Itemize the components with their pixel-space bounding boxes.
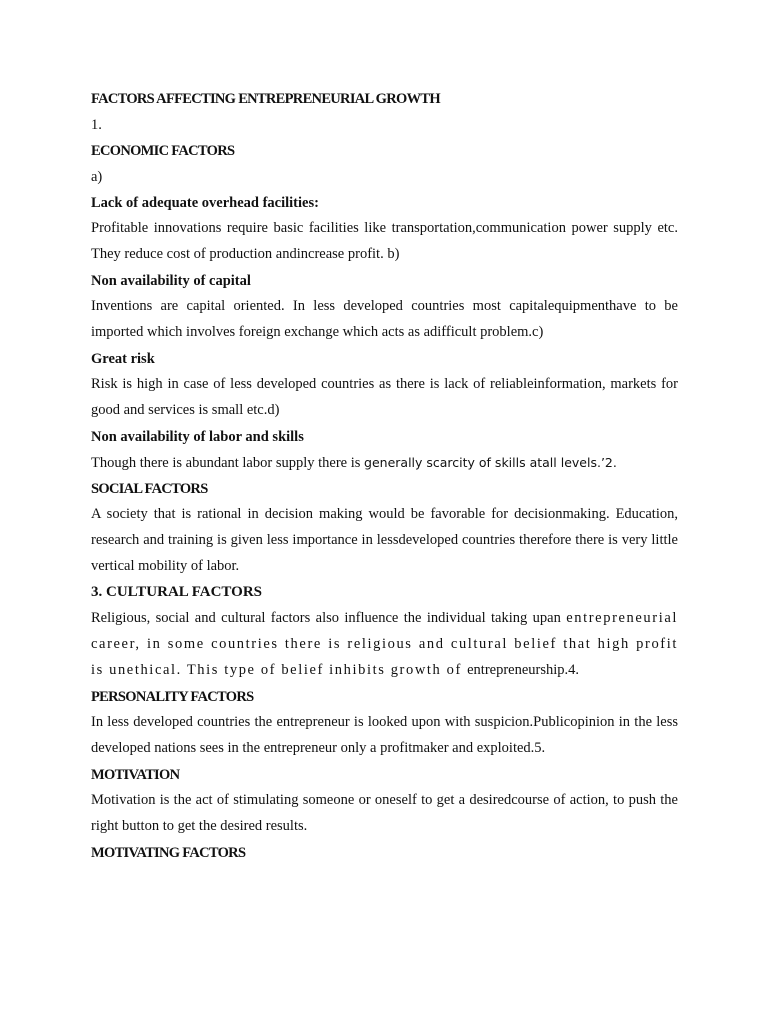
heading-economic-factors: ECONOMIC FACTORS (91, 143, 235, 159)
heading-motivating-factors: MOTIVATING FACTORS (91, 845, 246, 861)
subheading-capital: Non availability of capital (91, 273, 251, 289)
labor-text-serif: Though there is abundant labor supply there is (91, 455, 365, 471)
paragraph-overhead-facilities: Profitable innovations require basic facilities like transportation,communication power supply etc. They reduce cost of production andincrease profit. b) (91, 220, 678, 262)
document-title: FACTORS AFFECTING ENTREPRENEURIAL GROWTH (91, 91, 440, 107)
paragraph-social-factors: A society that is rational in decision making would be favorable for decisionmaking. Education, research and training is given less importance in lessdeveloped countries therefore there is very little vertical mobility of labor. (91, 506, 678, 574)
cultural-text-part-c: entrepreneurship.4. (467, 662, 580, 678)
section-number-1: 1. (91, 117, 102, 133)
labor-text-sans: generally scarcity of skills atall levels.’2. (364, 455, 617, 470)
cultural-text-part-b: entrepreneurial career, in some countries there is religious and cultural belief that high profit is unethical. This type of belief inhibits growth of (91, 610, 678, 678)
item-label-a: a) (91, 169, 103, 185)
paragraph-capital: Inventions are capital oriented. In less developed countries most capitalequipmenthave to be imported which involves foreign exchange which acts as adifficult problem.c) (91, 298, 678, 340)
paragraph-cultural-factors (91, 605, 678, 683)
heading-cultural-factors: 3. CULTURAL FACTORS (91, 584, 263, 600)
paragraph-personality-factors: In less developed countries the entrepreneur is looked upon with suspicion.Publicopinion in the less developed nations sees in the entrepreneur only a profitmaker and exploited.5. (91, 714, 678, 756)
heading-personality-factors: PERSONALITY FACTORS (91, 689, 254, 705)
cultural-text-part-a: Religious, social and cultural factors also influence the individual taking upan (91, 610, 567, 626)
subheading-great-risk: Great risk (91, 351, 155, 367)
paragraph-motivation: Motivation is the act of stimulating someone or oneself to get a desiredcourse of action, to push the right button to get the desired results. (91, 792, 678, 834)
subheading-overhead-facilities: Lack of adequate overhead facilities: (91, 195, 319, 211)
subheading-labor-skills: Non availability of labor and skills (91, 429, 304, 445)
paragraph-labor-skills (91, 455, 678, 471)
heading-social-factors: SOCIAL FACTORS (91, 481, 208, 497)
paragraph-great-risk: Risk is high in case of less developed countries as there is lack of reliableinformation, markets for good and services is small etc.d) (91, 376, 678, 418)
heading-motivation: MOTIVATION (91, 767, 180, 783)
